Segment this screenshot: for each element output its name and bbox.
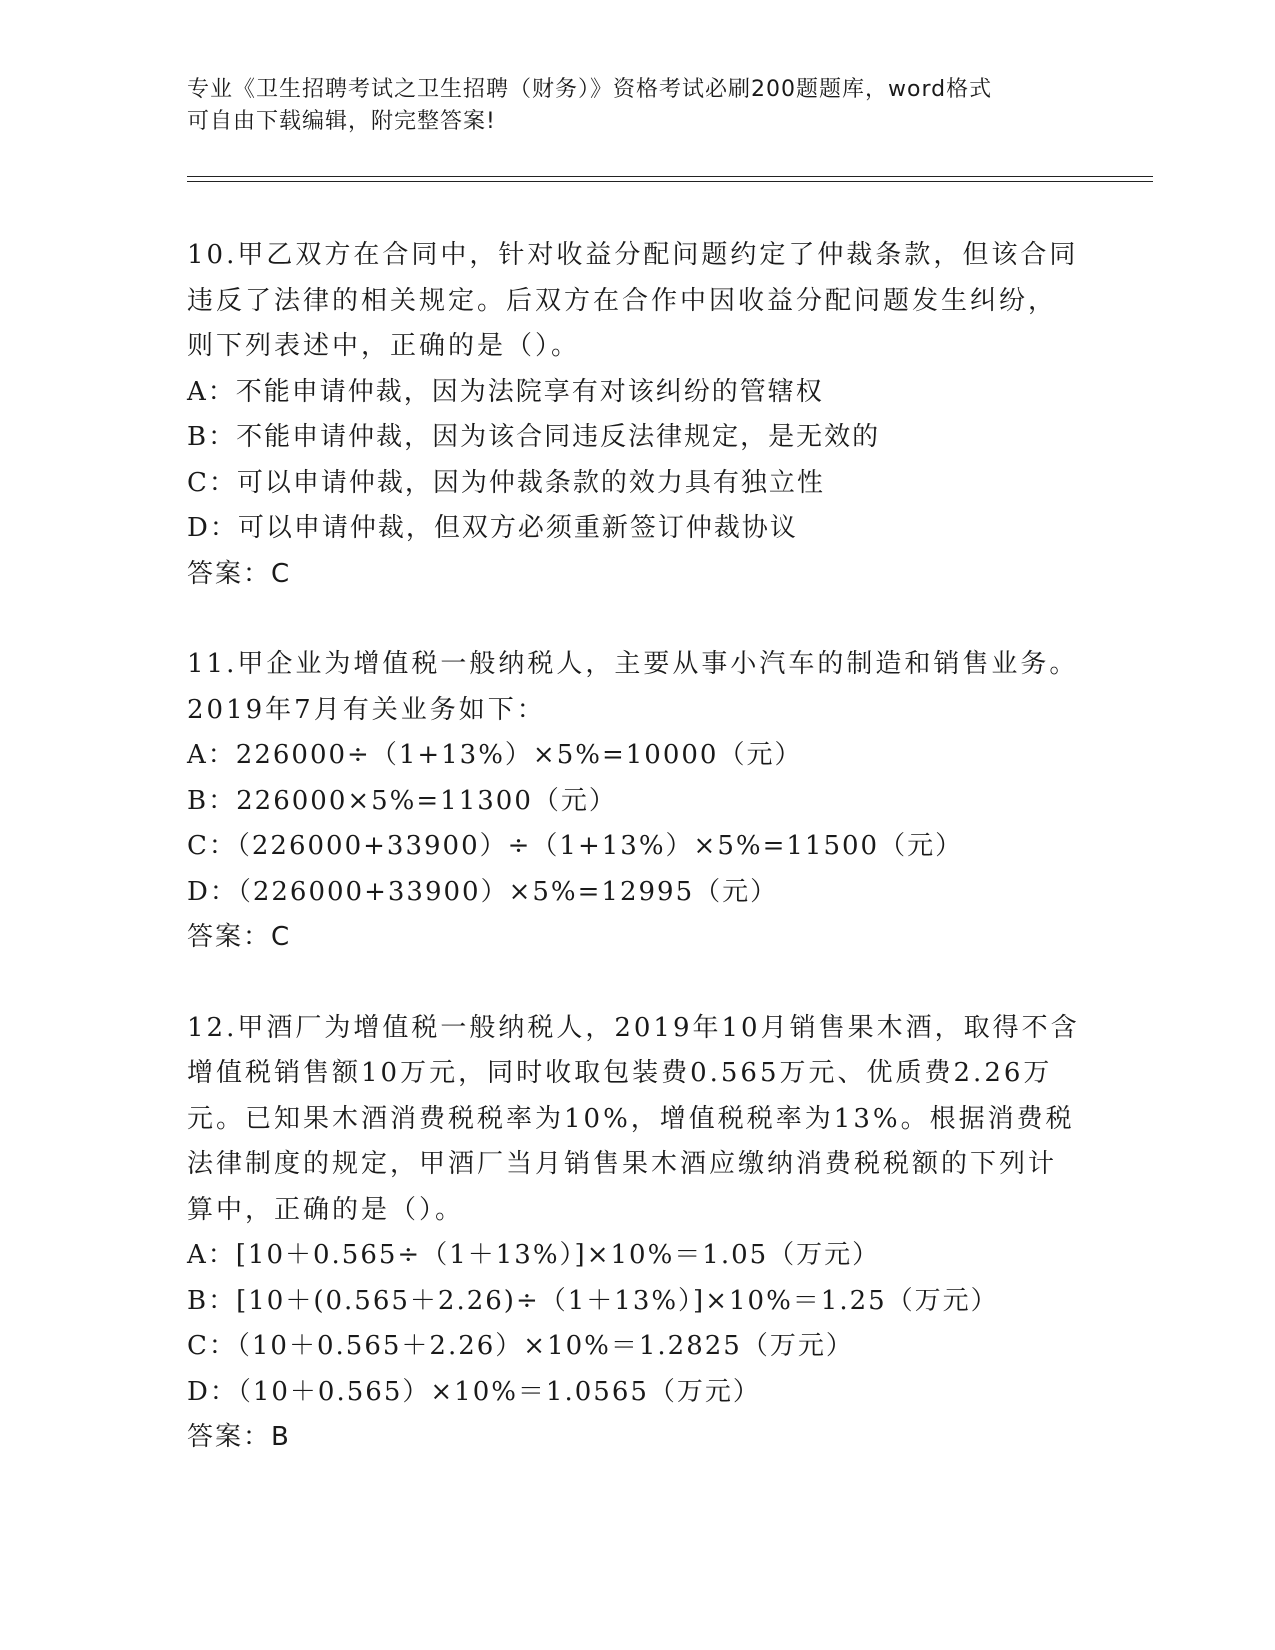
answer-label: 答案：C bbox=[187, 558, 292, 589]
option-b: B：不能申请仲裁，因为该合同违反法律规定，是无效的 bbox=[187, 422, 881, 452]
option-d: D：可以申请仲裁，但双方必须重新签订仲裁协议 bbox=[187, 513, 798, 543]
option-d: D：（10＋0.565）×10%＝1.0565（万元） bbox=[187, 1376, 761, 1407]
header-title-line-2: 可自由下载编辑，附完整答案! bbox=[187, 109, 496, 134]
question-stem-line: 违反了法律的相关规定。后双方在合作中因收益分配问题发生纠纷， bbox=[187, 285, 1058, 316]
question-spacer bbox=[187, 961, 1087, 1006]
document-header bbox=[187, 74, 1087, 138]
header-title-line-1: 专业《卫生招聘考试之卫生招聘（财务）》资格考试必刷200题题库，word格式 bbox=[187, 77, 993, 102]
question-stem-line: 12.甲酒厂为增值税一般纳税人，2019年10月销售果木酒，取得不含 bbox=[187, 1012, 1080, 1043]
question-10 bbox=[187, 233, 1087, 597]
option-a: A：不能申请仲裁，因为法院享有对该纠纷的管辖权 bbox=[187, 376, 824, 407]
question-list bbox=[187, 233, 1087, 1461]
option-a: A：[10＋0.565÷（1＋13%）]×10%＝1.05（万元） bbox=[187, 1240, 881, 1270]
option-c: C：（10＋0.565＋2.26）×10%＝1.2825（万元） bbox=[187, 1331, 854, 1361]
answer-label: 答案：B bbox=[187, 1422, 291, 1452]
answer-label: 答案：C bbox=[187, 922, 292, 952]
question-stem-line: 增值税销售额10万元，同时收取包装费0.565万元、优质费2.26万 bbox=[187, 1058, 1053, 1088]
question-stem-line: 则下列表述中，正确的是（）。 bbox=[187, 331, 581, 361]
option-b: B：[10＋(0.565＋2.26)÷（1＋13%）]×10%＝1.25（万元） bbox=[187, 1285, 999, 1316]
question-11 bbox=[187, 642, 1087, 961]
question-12 bbox=[187, 1006, 1087, 1461]
question-stem-line: 元。已知果木酒消费税税率为10%，增值税税率为13%。根据消费税 bbox=[187, 1103, 1075, 1134]
question-stem-line: 10.甲乙双方在合同中，针对收益分配问题约定了仲裁条款，但该合同 bbox=[187, 240, 1079, 270]
question-stem-line: 11.甲企业为增值税一般纳税人，主要从事小汽车的制造和销售业务。 bbox=[187, 649, 1079, 679]
option-b: B：226000×5%=11300（元） bbox=[187, 785, 617, 816]
option-d: D：（226000+33900）×5%=12995（元） bbox=[187, 876, 779, 907]
header-divider-bottom bbox=[187, 181, 1153, 182]
header-divider-top bbox=[187, 176, 1153, 177]
option-a: A：226000÷（1+13%）×5%=10000（元） bbox=[187, 740, 803, 770]
option-c: C：（226000+33900）÷（1+13%）×5%=11500（元） bbox=[187, 831, 964, 861]
option-c: C：可以申请仲裁，因为仲裁条款的效力具有独立性 bbox=[187, 467, 825, 498]
question-stem-line: 法律制度的规定，甲酒厂当月销售果木酒应缴纳消费税税额的下列计 bbox=[187, 1149, 1058, 1179]
question-stem-line: 算中，正确的是（）。 bbox=[187, 1194, 465, 1225]
question-stem-line: 2019年7月有关业务如下： bbox=[187, 694, 546, 725]
question-spacer bbox=[187, 597, 1087, 642]
